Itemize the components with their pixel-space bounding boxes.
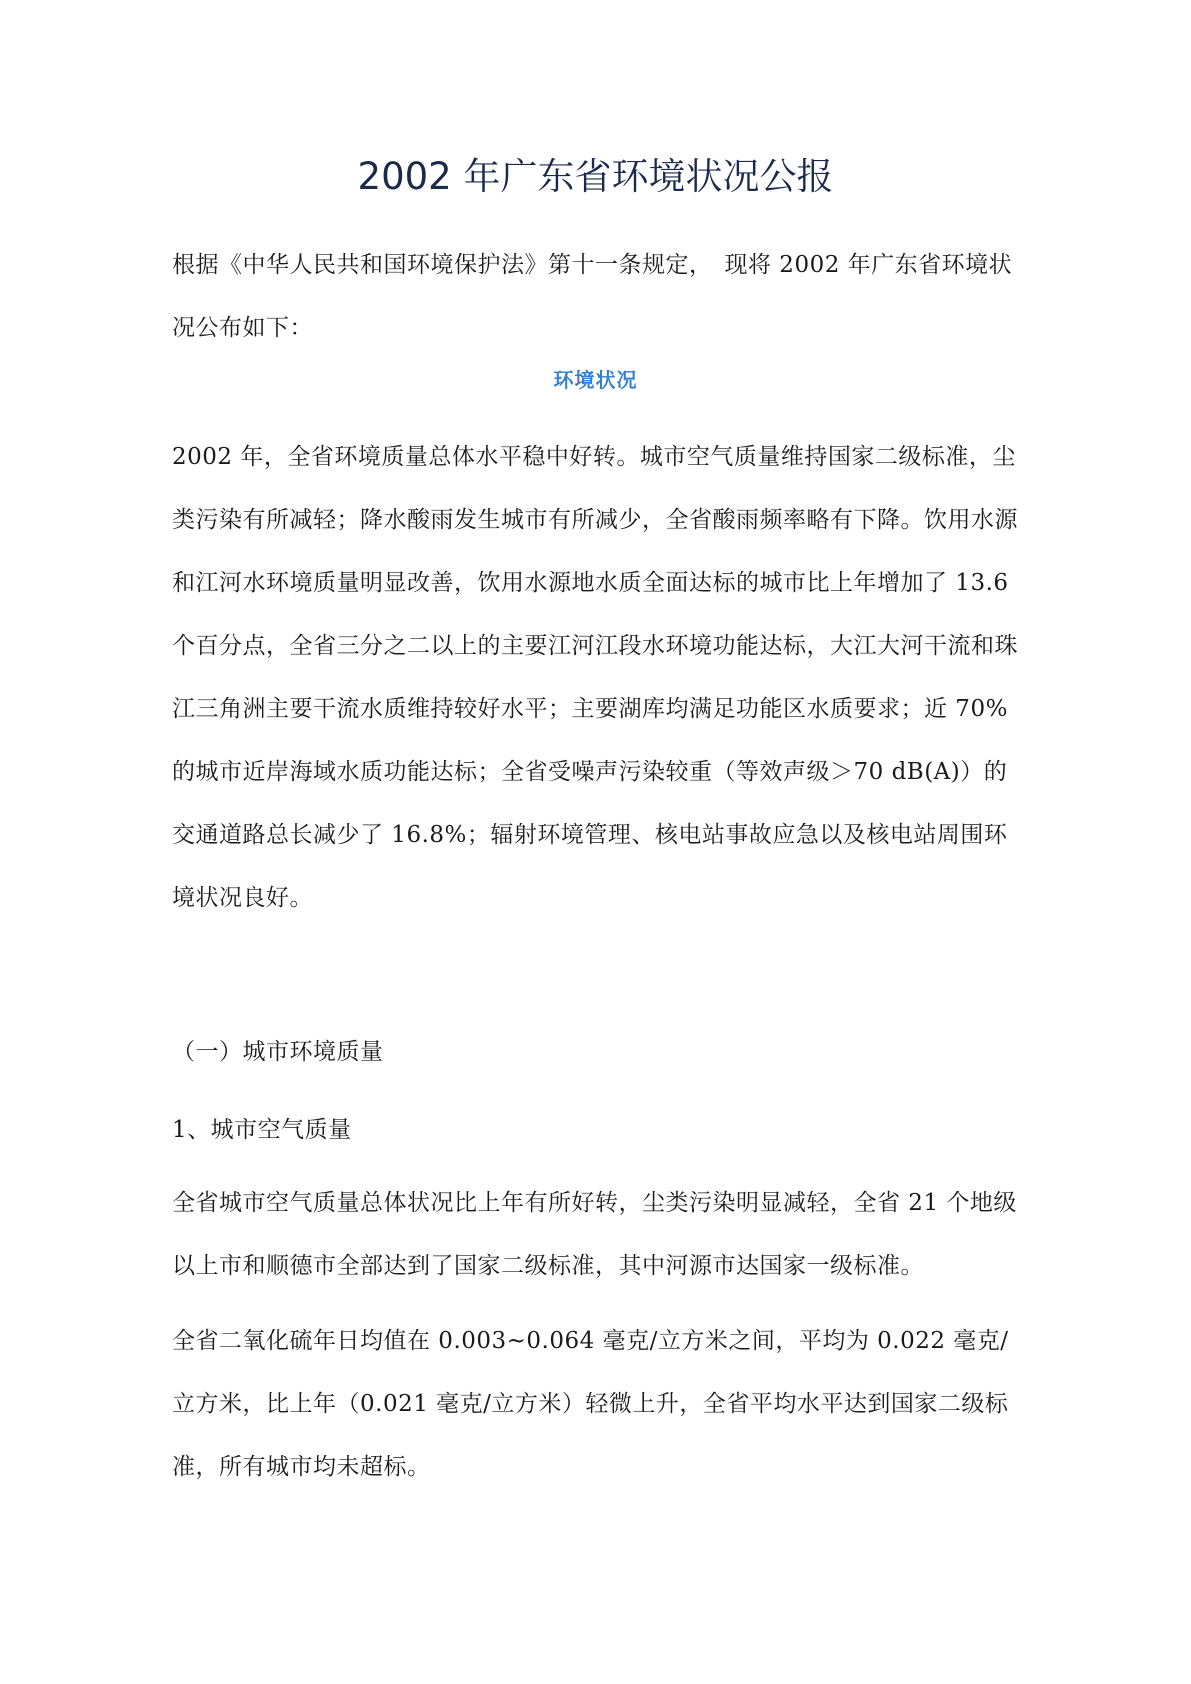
- subsection-subheading: 1、城市空气质量: [172, 1117, 352, 1143]
- status-paragraph: 2002 年，全省环境质量总体水平稳中好转。城市空气质量维持国家二级标准，尘类污染有所减轻；降水酸雨发生城市有所减少，全省酸雨频率略有下降。饮用水源和江河水环境质量明显改善，饮用水源地水质全面达标的城市比上年增加了 13.6 个百分点，全省三分之二以上的主要江河江段水环境功能达标，大江大河干流和珠江三角洲主要干流水质维持较好水平；主要湖库均满足功能区水质要求；近 70%的城市近岸海域水质功能达标；全省受噪声污染较重（等效声级＞70 dB(A)）的交通道路总长减少了 16.8%；辐射环境管理、核电站事故应急以及核电站周围环境状况良好。: [172, 444, 1018, 911]
- air-quality-paragraph: 全省城市空气质量总体状况比上年有所好转，尘类污染明显减轻，全省 21 个地级以上市和顺德市全部达到了国家二级标准，其中河源市达国家一级标准。: [172, 1190, 1017, 1279]
- sulfur-dioxide-paragraph: 全省二氧化硫年日均值在 0.003~0.064 毫克/立方米之间，平均为 0.022 毫克/立方米，比上年（0.021 毫克/立方米）轻微上升，全省平均水平达到国家二级标准，所有城市均未超标。: [172, 1328, 1009, 1480]
- section-heading: 环境状况: [553, 368, 638, 392]
- intro-paragraph: 根据《中华人民共和国环境保护法》第十一条规定， 现将 2002 年广东省环境状况公布如下：: [172, 252, 1013, 341]
- subsection-heading: （一）城市环境质量: [172, 1039, 384, 1065]
- document-title: 2002 年广东省环境状况公报: [357, 155, 834, 198]
